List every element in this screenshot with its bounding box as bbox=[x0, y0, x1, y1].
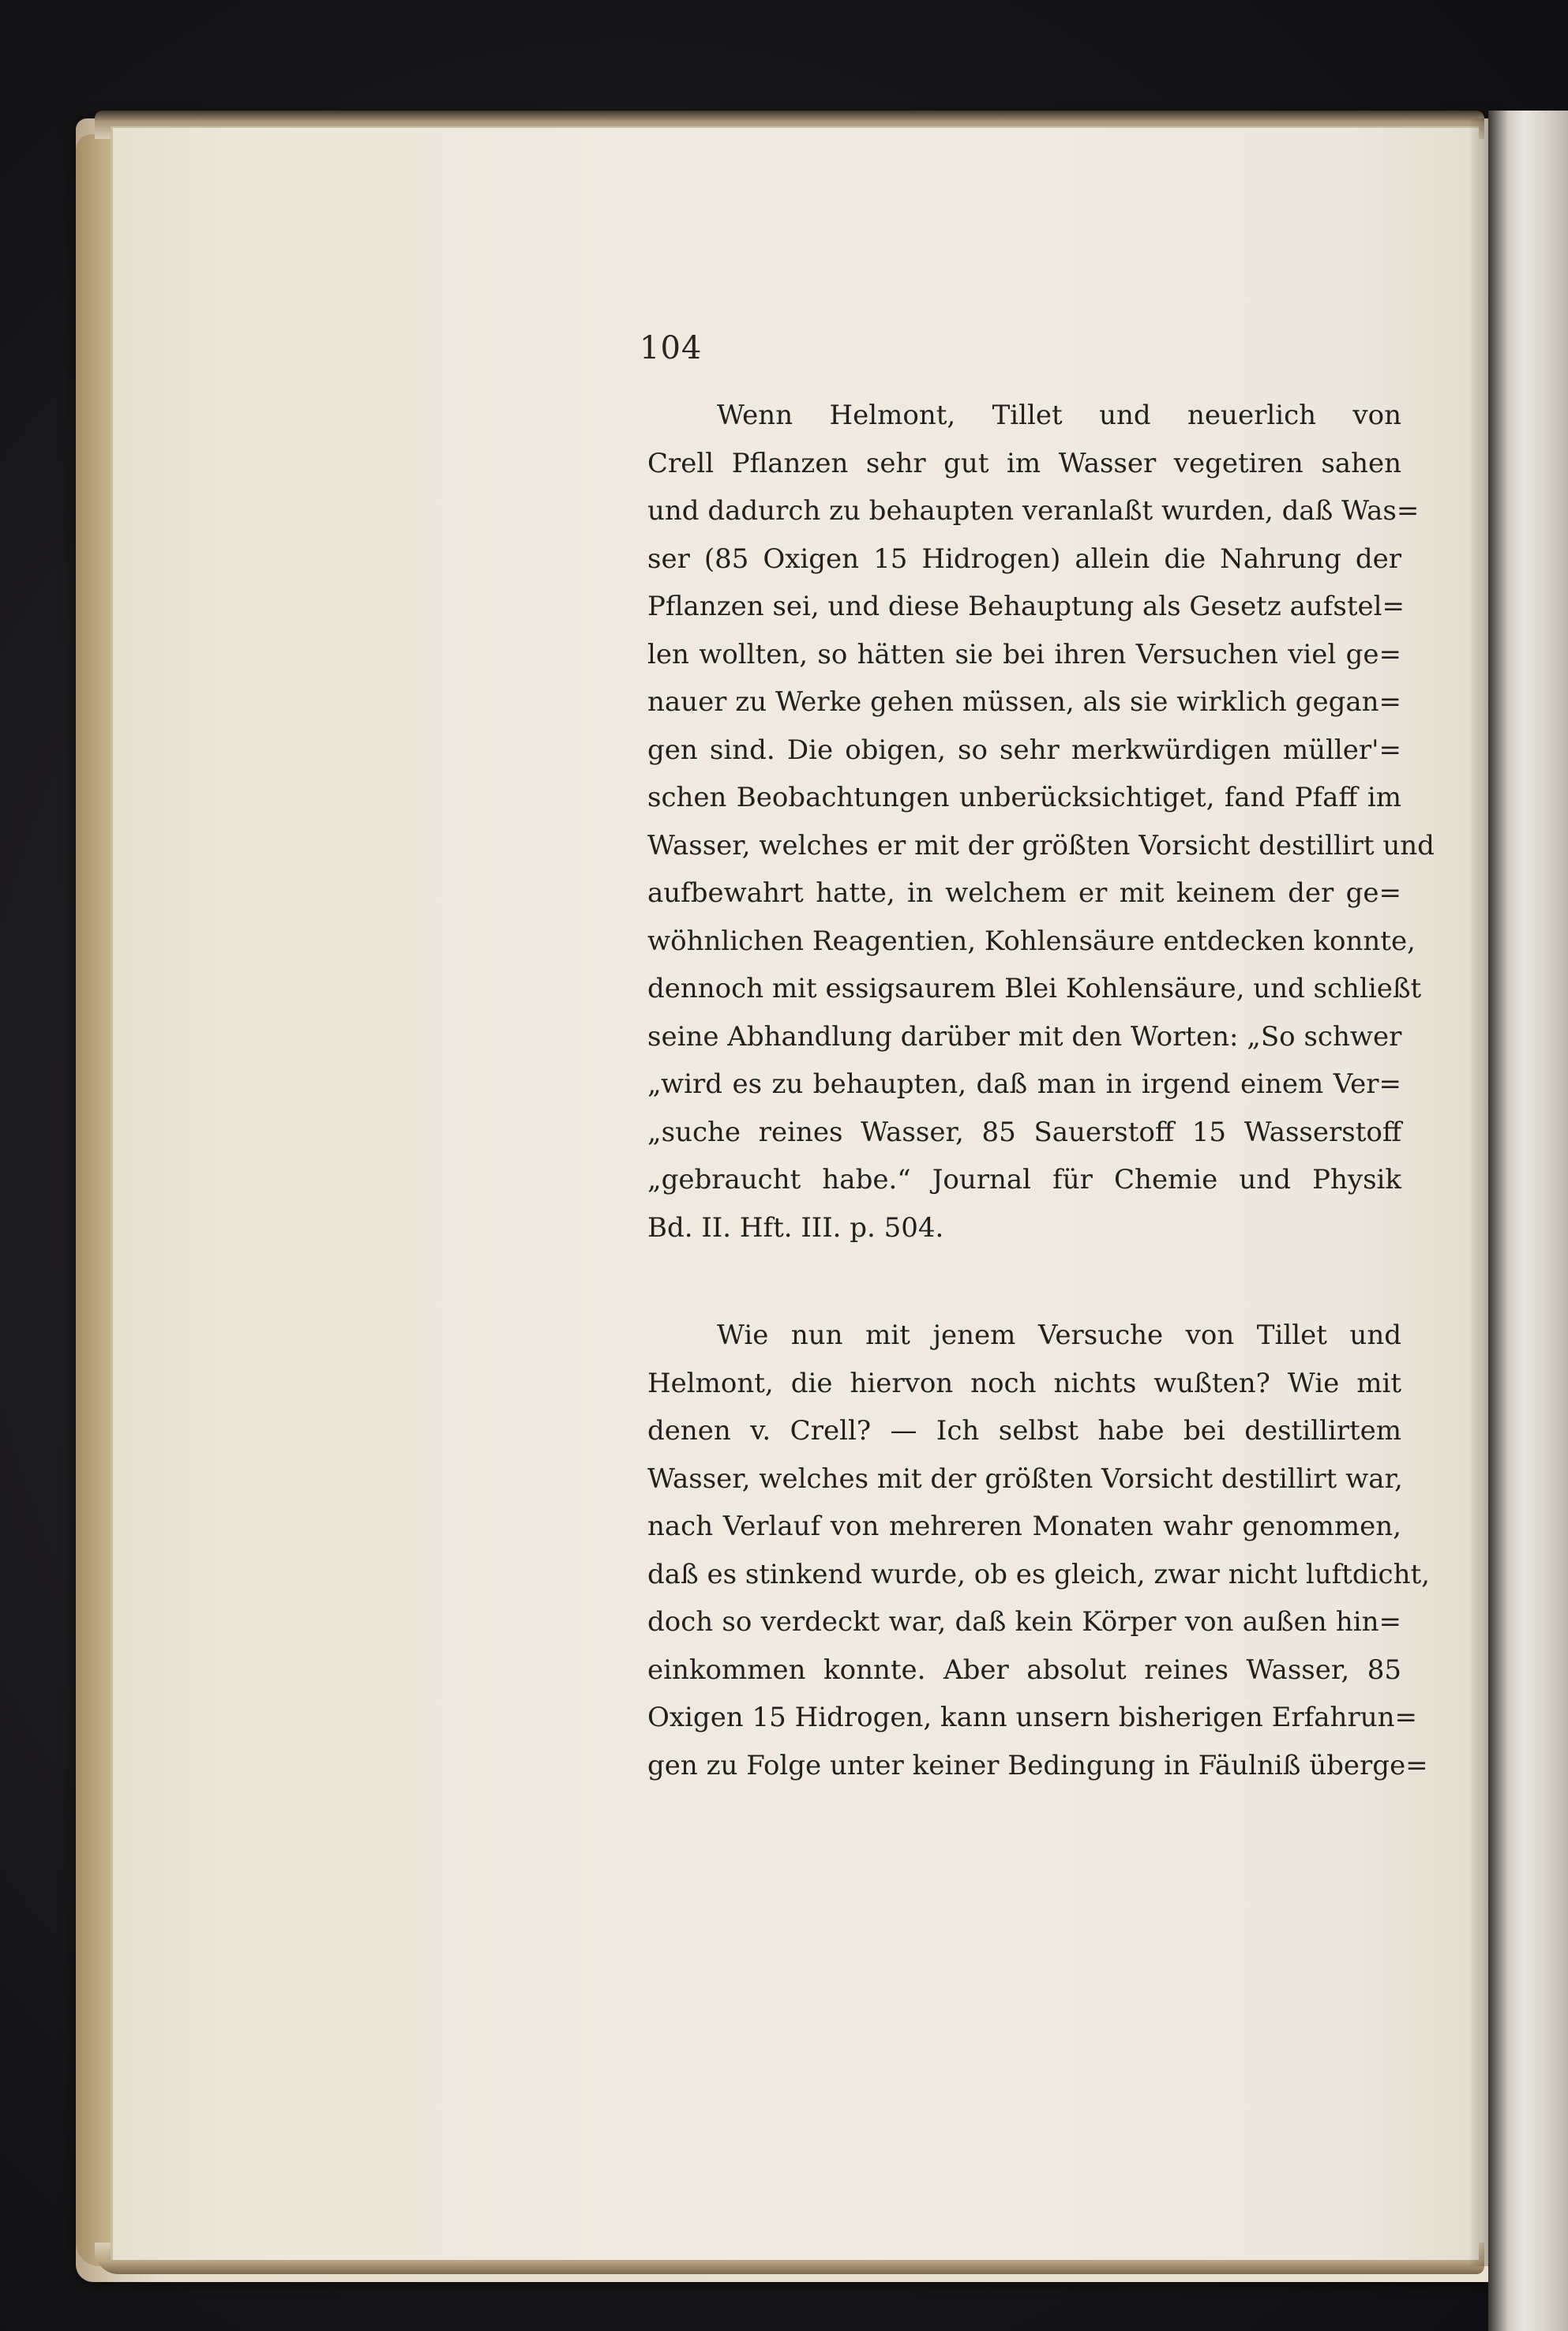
text-line: „suche reines Wasser, 85 Sauerstoff 15 Wasserstoff bbox=[647, 1116, 1401, 1148]
text-line: daß es stinkend wurde, ob es gleich, zwar nicht luftdicht, bbox=[647, 1558, 1430, 1590]
text-line: denen v. Crell? — Ich selbst habe bei destillirtem bbox=[647, 1415, 1401, 1447]
text-line: wöhnlichen Reagentien, Kohlensäure entdecken konnte, bbox=[647, 925, 1416, 957]
text-line: und dadurch zu behaupten veranlaßt wurden, daß Was= bbox=[647, 495, 1420, 527]
text-line: Crell Pflanzen sehr gut im Wasser vegetiren sahen bbox=[647, 447, 1401, 479]
text-line: nach Verlauf von mehreren Monaten wahr genommen, bbox=[647, 1511, 1401, 1542]
paragraph bbox=[647, 1312, 1430, 1789]
text-line: „gebraucht habe.“ Journal für Chemie und Physik bbox=[647, 1164, 1401, 1196]
page-number: 104 bbox=[640, 330, 703, 366]
text-line: gen zu Folge unter keiner Bedingung in Fäulniß überge= bbox=[647, 1749, 1428, 1781]
text-line: Pflanzen sei, und diese Behauptung als Gesetz aufstel= bbox=[647, 591, 1405, 622]
text-line: seine Abhandlung darüber mit den Worten: „So schwer bbox=[647, 1020, 1402, 1053]
text-line: „wird es zu behaupten, daß man in irgend einem Ver= bbox=[647, 1068, 1401, 1100]
text-line: len wollten, so hätten sie bei ihren Versuchen viel ge= bbox=[647, 638, 1401, 670]
text-line: Helmont, die hiervon noch nichts wußten? Wie mit bbox=[647, 1367, 1401, 1399]
book-spine bbox=[1488, 111, 1568, 2331]
text-line: einkommen konnte. Aber absolut reines Wasser, 85 bbox=[647, 1653, 1401, 1686]
text-line: Oxigen 15 Hidrogen, kann unsern bisherigen Erfahrun= bbox=[647, 1702, 1417, 1733]
text-line: Bd. II. Hft. III. p. 504. bbox=[647, 1211, 944, 1244]
text-line: Wasser, welches mit der größten Vorsicht destillirt war, bbox=[647, 1462, 1403, 1495]
text-line: Wie nun mit jenem Versuche von Tillet und bbox=[717, 1319, 1401, 1351]
text-line: schen Beobachtungen unberücksichtiget, fand Pfaff im bbox=[647, 782, 1401, 813]
paragraph bbox=[647, 392, 1435, 1252]
text-line: ser (85 Oxigen 15 Hidrogen) allein die Nahrung der bbox=[647, 542, 1401, 575]
text-line: doch so verdeckt war, daß kein Körper von außen hin= bbox=[647, 1606, 1401, 1638]
text-body bbox=[647, 392, 1435, 1789]
text-line: gen sind. Die obigen, so sehr merkwürdigen müller'= bbox=[647, 734, 1401, 766]
text-line: Wasser, welches er mit der größten Vorsicht destillirt und bbox=[647, 829, 1435, 861]
text-line: dennoch mit essigsaurem Blei Kohlensäure, und schließt bbox=[647, 973, 1422, 1004]
text-line: aufbewahrt hatte, in welchem er mit keinem der ge= bbox=[647, 877, 1401, 909]
text-line: nauer zu Werke gehen müssen, als sie wirklich gegan= bbox=[647, 686, 1401, 718]
text-line: Wenn Helmont, Tillet und neuerlich von bbox=[717, 400, 1401, 431]
